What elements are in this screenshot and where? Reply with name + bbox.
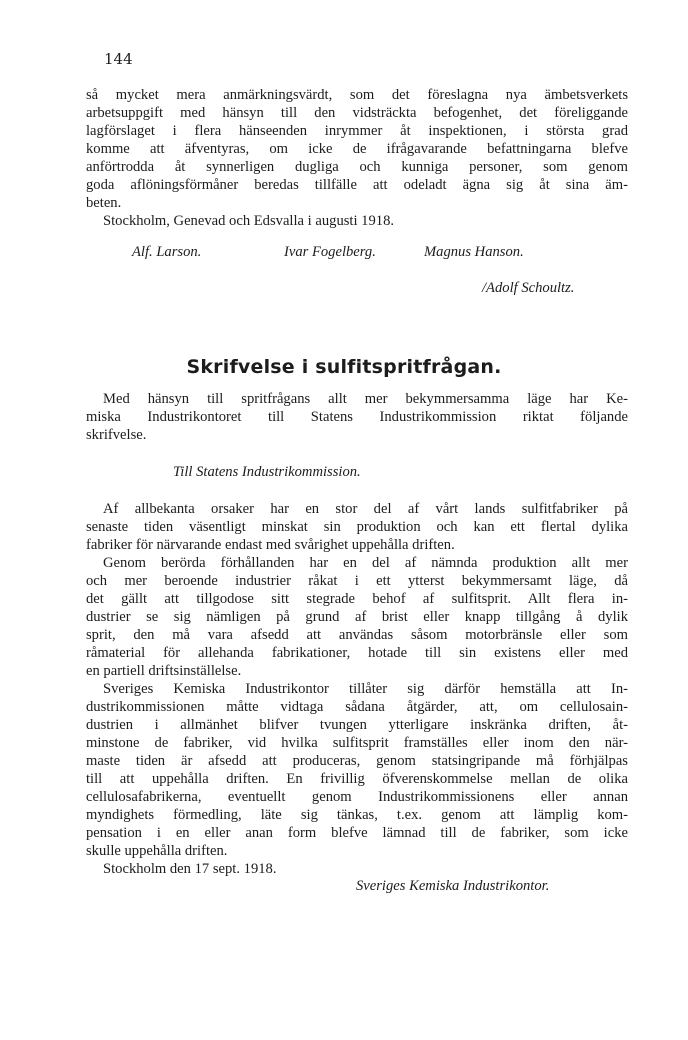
text-line: sprit, den må vara afsedd att användas såsom motorbränsle eller som xyxy=(86,627,628,643)
text-line: Sveriges Kemiska Industrikontor tillåter sig därför hemställa att In- xyxy=(103,681,628,697)
text-line: anförtrodda åt synnerligen dugliga och kunniga personer, som genom xyxy=(86,159,628,175)
text-line: myndighets förmedling, läte sig tänkas, t.ex. genom att lämplig kom- xyxy=(86,807,628,823)
text-line: maste tiden är afsedd att produceras, genom statsingripande må förhjälpas xyxy=(86,753,628,769)
signatory-name: Magnus Hanson. xyxy=(424,244,524,260)
text-line: det gällt att tillgodose sitt stegrade behof af sulfitsprit. Allt flera in- xyxy=(86,591,628,607)
place-date-line: Stockholm, Genevad och Edsvalla i augusti 1918. xyxy=(103,213,395,229)
intro-paragraph xyxy=(86,86,628,230)
signatory-name: Ivar Fogelberg. xyxy=(284,244,376,260)
text-line: beten. xyxy=(86,195,122,211)
text-line: en partiell driftsinställelse. xyxy=(86,663,242,679)
signatory-name: /Adolf Schoultz. xyxy=(482,280,575,296)
text-line: så mycket mera anmärkningsvärdt, som det föreslagna nya ämbetsverkets xyxy=(86,87,628,103)
text-line: till att uppehålla driften. En frivillig öfverenskommelse mellan de olika xyxy=(86,771,628,787)
text-line: råmaterial för allehanda fabrikationer, hotade till sin existens eller med xyxy=(86,645,628,661)
text-line: dustrien i allmänhet blifver tvungen ytterligare inskränka driften, åt- xyxy=(86,717,628,733)
text-line: Med hänsyn till spritfrågans allt mer bekymmersamma läge har Ke- xyxy=(103,391,628,407)
text-line: dustrier se sig nämligen på grund af brist eller knapp tillgång å dylik xyxy=(86,609,628,625)
place-date-line: Stockholm den 17 sept. 1918. xyxy=(103,861,277,877)
text-line: miska Industrikontoret till Statens Industrikommission riktat följande xyxy=(86,409,628,425)
text-line: minstone de fabriker, vid hvilka sulfitsprit framställes eller inom den när- xyxy=(86,735,628,751)
text-line: goda aflöningsförmåner beredas tillfälle att odeladt ägna sig åt sina äm- xyxy=(86,177,628,193)
text-line: cellulosafabrikerna, eventuellt genom Industrikommissionens eller annan xyxy=(86,789,628,805)
section-heading: Skrifvelse i sulfitspritfrågan. xyxy=(186,356,502,378)
text-line: fabriker för närvarande endast med svårighet uppehålla driften. xyxy=(86,537,455,553)
text-line: komme att äfventyras, om icke de ifrågavarande befattningarna blefve xyxy=(86,141,628,157)
text-line: Genom berörda förhållanden har en del af nämnda produktion allt mer xyxy=(103,555,628,571)
letter-body xyxy=(86,500,628,878)
text-line: Af allbekanta orsaker har en stor del af vårt lands sulfitfabriker på xyxy=(103,501,628,517)
text-line: pensation i en eller anan form blefve lämnad till de fabriker, som icke xyxy=(86,825,628,841)
letter-addressee: Till Statens Industrikommission. xyxy=(173,464,361,480)
text-line: senaste tiden väsentligt minskat sin produktion och kan ett flertal dylika xyxy=(86,519,628,535)
text-line: skulle uppehålla driften. xyxy=(86,843,228,859)
text-line: och mer beroende industrier råkat i ett ytterst bekymmersamt läge, då xyxy=(86,573,628,589)
preamble-paragraph xyxy=(86,390,628,444)
closing-signature: Sveriges Kemiska Industrikontor. xyxy=(356,878,550,894)
text-line: lagförslaget i flera hänseenden inrymmer åt inspektionen, i största grad xyxy=(86,123,628,139)
text-line: arbetsuppgift med hänsyn till den vidsträckta befogenhet, det föreliggande xyxy=(86,105,628,121)
signatory-name: Alf. Larson. xyxy=(132,244,202,260)
page-number: 144 xyxy=(104,50,133,68)
text-line: dustrikommissionen måtte vidtaga sådana åtgärder, att, om cellulosain- xyxy=(86,699,628,715)
text-line: skrifvelse. xyxy=(86,427,147,443)
